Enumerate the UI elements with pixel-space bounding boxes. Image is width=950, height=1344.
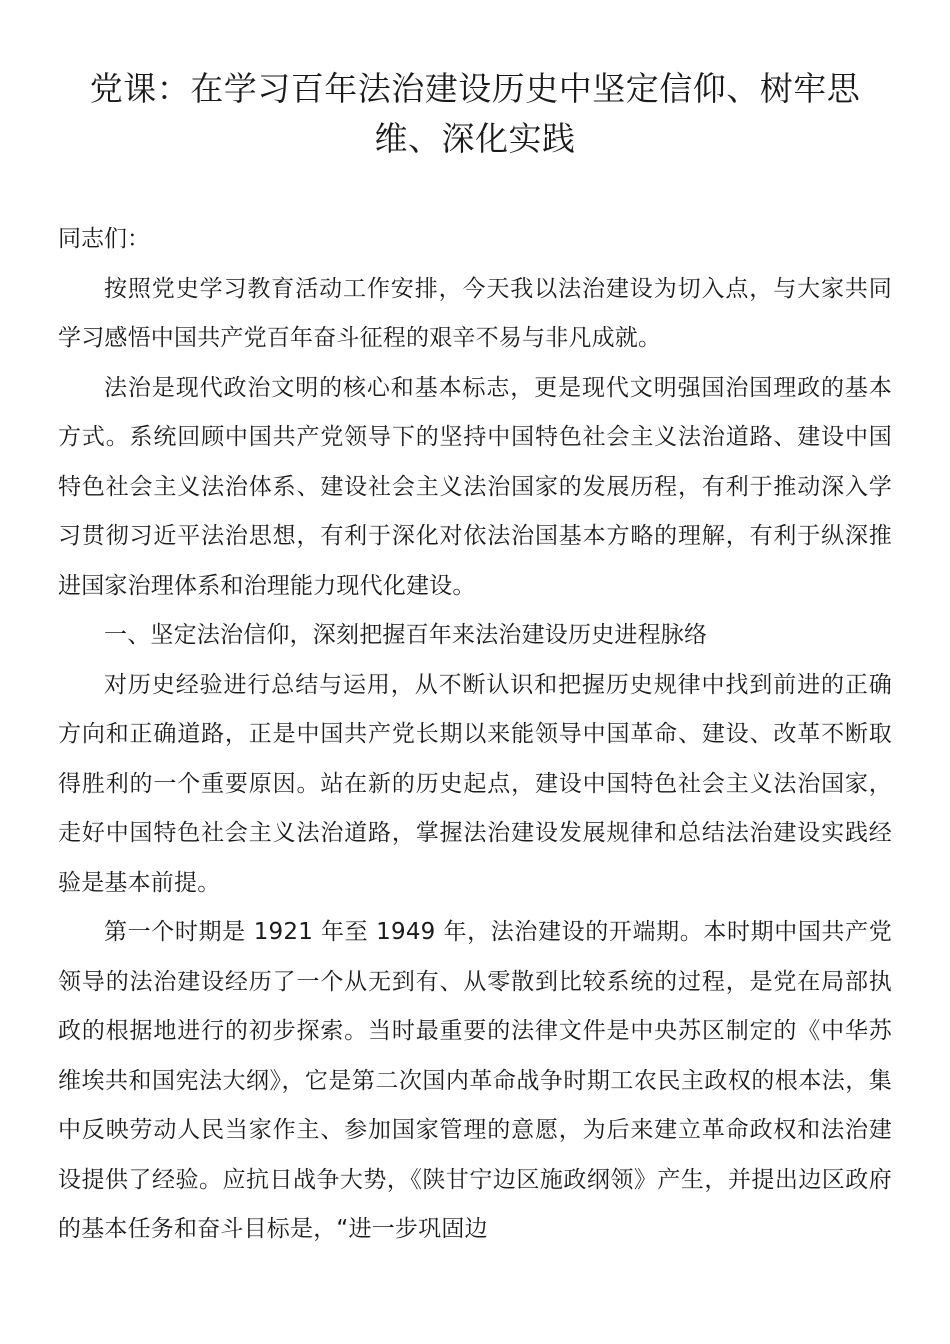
paragraph-intro: 按照党史学习教育活动工作安排，今天我以法治建设为切入点，与大家共同学习感悟中国共产党百年奋斗征程的艰辛不易与非凡成就。 (58, 275, 892, 351)
paragraph-historical-experience: 对历史经验进行总结与运用，从不断认识和把握历史规律中找到前进的正确方向和正确道路，正是中国共产党长期以来能领导中国革命、建设、改革不断取得胜利的一个重要原因。站在新的历史起点，建设中国特色社会主义法治国家，走好中国特色社会主义法治道路，掌握法治建设发展规律和总结法治建设实践经验是基本前提。 (58, 671, 892, 896)
document-body (58, 215, 892, 1255)
paragraph-rule-of-law: 法治是现代政治文明的核心和基本标志，更是现代文明强国治国理政的基本方式。系统回顾中国共产党领导下的坚持中国特色社会主义法治道路、建设中国特色社会主义法治体系、建设社会主义法治国家的发展历程，有利于推动深入学习贯彻习近平法治思想，有利于深化对依法治国基本方略的理解，有利于纵深推进国家治理体系和治理能力现代化建设。 (58, 374, 892, 599)
salutation: 同志们： (58, 226, 150, 252)
document-title: 党课：在学习百年法治建设历史中坚定信仰、树牢思维、深化实践 (89, 69, 861, 158)
paragraph-first-period: 第一个时期是 1921 年至 1949 年，法治建设的开端期。本时期中国共产党领导的法治建设经历了一个从无到有、从零散到比较系统的过程，是党在局部执政的根据地进行的初步探索。当时最重要的法律文件是中央苏区制定的《中华苏维埃共和国宪法大纲》，它是第二次国内革命战争时期工农民主政权的根本法，集中反映劳动人民当家作主、参加国家管理的意愿，为后来建立革命政权和法治建设提供了经验。应抗日战争大势，《陕甘宁边区施政纲领》产生，并提出边区政府的基本任务和奋斗目标是，“进一步巩固边 (58, 919, 892, 1242)
section-heading-one: 一、坚定法治信仰，深刻把握百年来法治建设历史进程脉络 (104, 622, 708, 648)
